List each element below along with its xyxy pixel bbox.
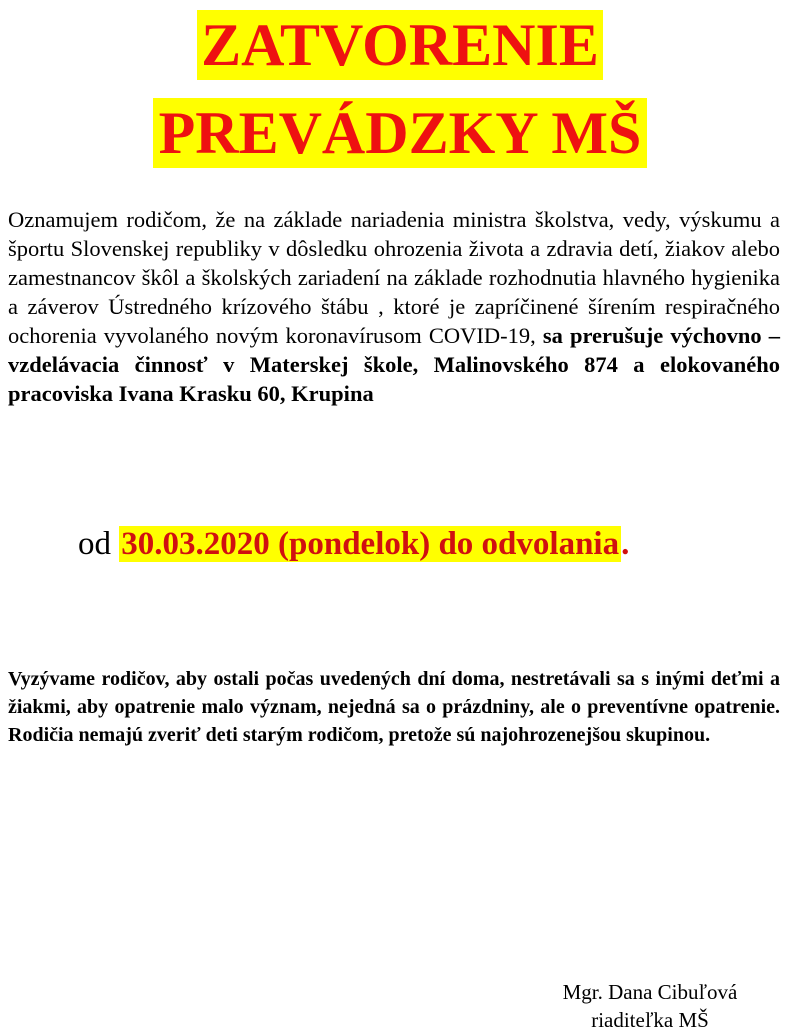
date-prefix: od [78,526,111,562]
title-line-1: ZATVORENIE [197,10,603,80]
closure-date-line [78,522,629,566]
announcement-paragraph [8,205,780,408]
appeal-paragraph: Vyzývame rodičov, aby ostali počas uvedených dní doma, nestretávali sa s inými deťmi a žiakmi, aby opatrenie malo význam, nejedná sa o prázdniny, ale o preventívne opatrenie. Rodičia nemajú zveriť deti starým rodičom, pretože sú najohrozenejšou skupinou. [8,668,780,746]
signature-name: Mgr. Dana Cibuľová [562,980,738,1004]
title-line-2: PREVÁDZKY MŠ [153,98,648,168]
announcement-bold-text: sa prerušuje výchovno – vzdelávacia činnosť v Materskej škole, Malinovského 874 a elokovaného pracoviska Ivana Krasku 60, Krupina [8,323,780,406]
signature-block [520,978,780,1034]
signature-role: riaditeľka MŠ [591,1008,709,1032]
notice-title [0,10,800,184]
date-suffix: . [621,526,630,562]
announcement-text: Oznamujem rodičom, že na základe nariadenia ministra školstva, vedy, výskumu a športu Slovenskej republiky v dôsledku ohrozenia života a zdravia detí, žiakov alebo zamestnancov škôl a školských zariadení na základe rozhodnutia hlavného hygienika a záverov Ústredného krízového štábu , ktoré je zapríčinené šírením respiračného ochorenia vyvolaného novým koronavírusom COVID-19, [8,207,780,348]
closure-date-highlight: 30.03.2020 (pondelok) do odvolania [121,526,620,562]
